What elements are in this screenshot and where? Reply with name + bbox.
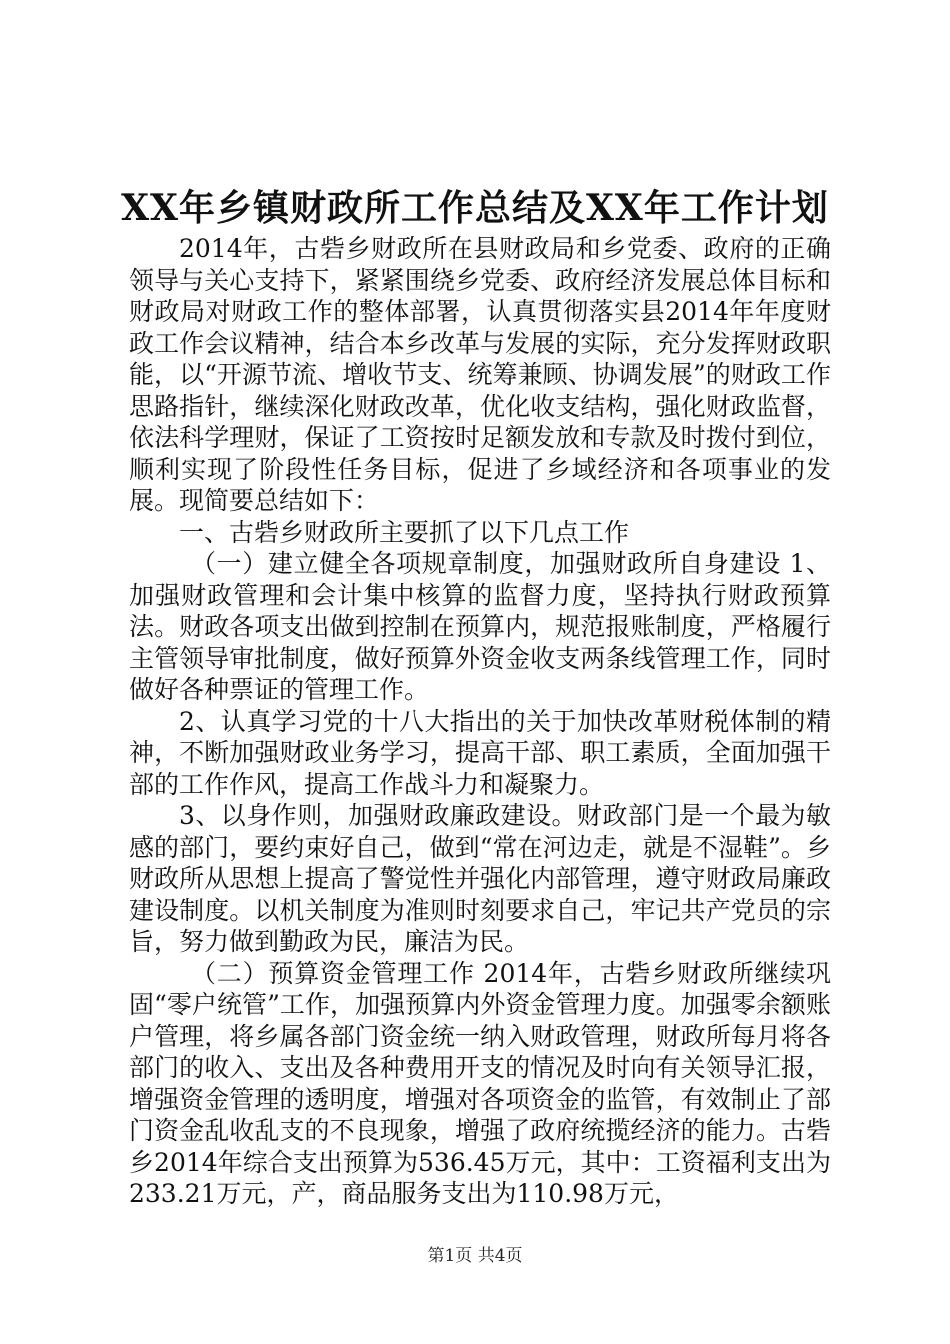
item-three-paragraph: 3、以身作则，加强财政廉政建设。财政部门是一个最为敏感的部门，要约束好自己，做到“常在河边走，就是不湿鞋”。乡财政所从思想上提高了警觉性并强化内部管理，遵守财政局廉政建设制度。以机关制度为准则时刻要求自己，牢记共产党员的宗旨，努力做到勤政为民，廉洁为民。 — [129, 801, 831, 956]
item-two-paragraph: 2、认真学习党的十八大指出的关于加快改革财税体制的精神，不断加强财政业务学习，提高干部、职工素质，全面加强干部的工作作风，提高工作战斗力和凝聚力。 — [129, 706, 831, 799]
document-body — [129, 233, 831, 1210]
section-heading: 一、古砦乡财政所主要抓了以下几点工作 — [179, 517, 630, 547]
intro-paragraph: 2014年，古砦乡财政所在县财政局和乡党委、政府的正确领导与关心支持下，紧紧围绕乡党委、政府经济发展总体目标和财政局对财政工作的整体部署，认真贯彻落实县2014年年度财政工作会议精神，结合本乡改革与发展的实际，充分发挥财政职能，以“开源节流、增收节支、统筹兼顾、协调发展”的财政工作思路指针，继续深化财政改革，优化收支结构，强化财政监督，依法科学理财，保证了工资按时足额发放和专款及时拨付到位，顺利实现了阶段性任务目标，促进了乡域经济和各项事业的发展。现简要总结如下： — [129, 234, 831, 515]
subsection-two-paragraph: （二）预算资金管理工作 2014年，古砦乡财政所继续巩固“零户统管”工作，加强预算内外资金管理力度。加强零余额账户管理，将乡属各部门资金统一纳入财政管理，财政所每月将各部门的收入、支出及各种费用开支的情况及时向有关领导汇报，增强资金管理的透明度，增强对各项资金的监管，有效制止了部门资金乱收乱支的不良现象，增强了政府统揽经济的能力。古砦乡2014年综合支出预算为536.45万元，其中：工资福利支出为233.21万元，产，商品服务支出为110.98万元， — [129, 958, 831, 1208]
page-footer: 第1页 共4页 — [427, 1246, 523, 1266]
subsection-one-paragraph: （一）建立健全各项规章制度，加强财政所自身建设 1、加强财政管理和会计集中核算的监督力度，坚持执行财政预算法。财政各项支出做到控制在预算内，规范报账制度，严格履行主管领导审批制度，做好预算外资金收支两条线管理工作，同时做好各种票证的管理工作。 — [129, 549, 831, 704]
document-title: XX年乡镇财政所工作总结及XX年工作计划 — [121, 187, 829, 229]
